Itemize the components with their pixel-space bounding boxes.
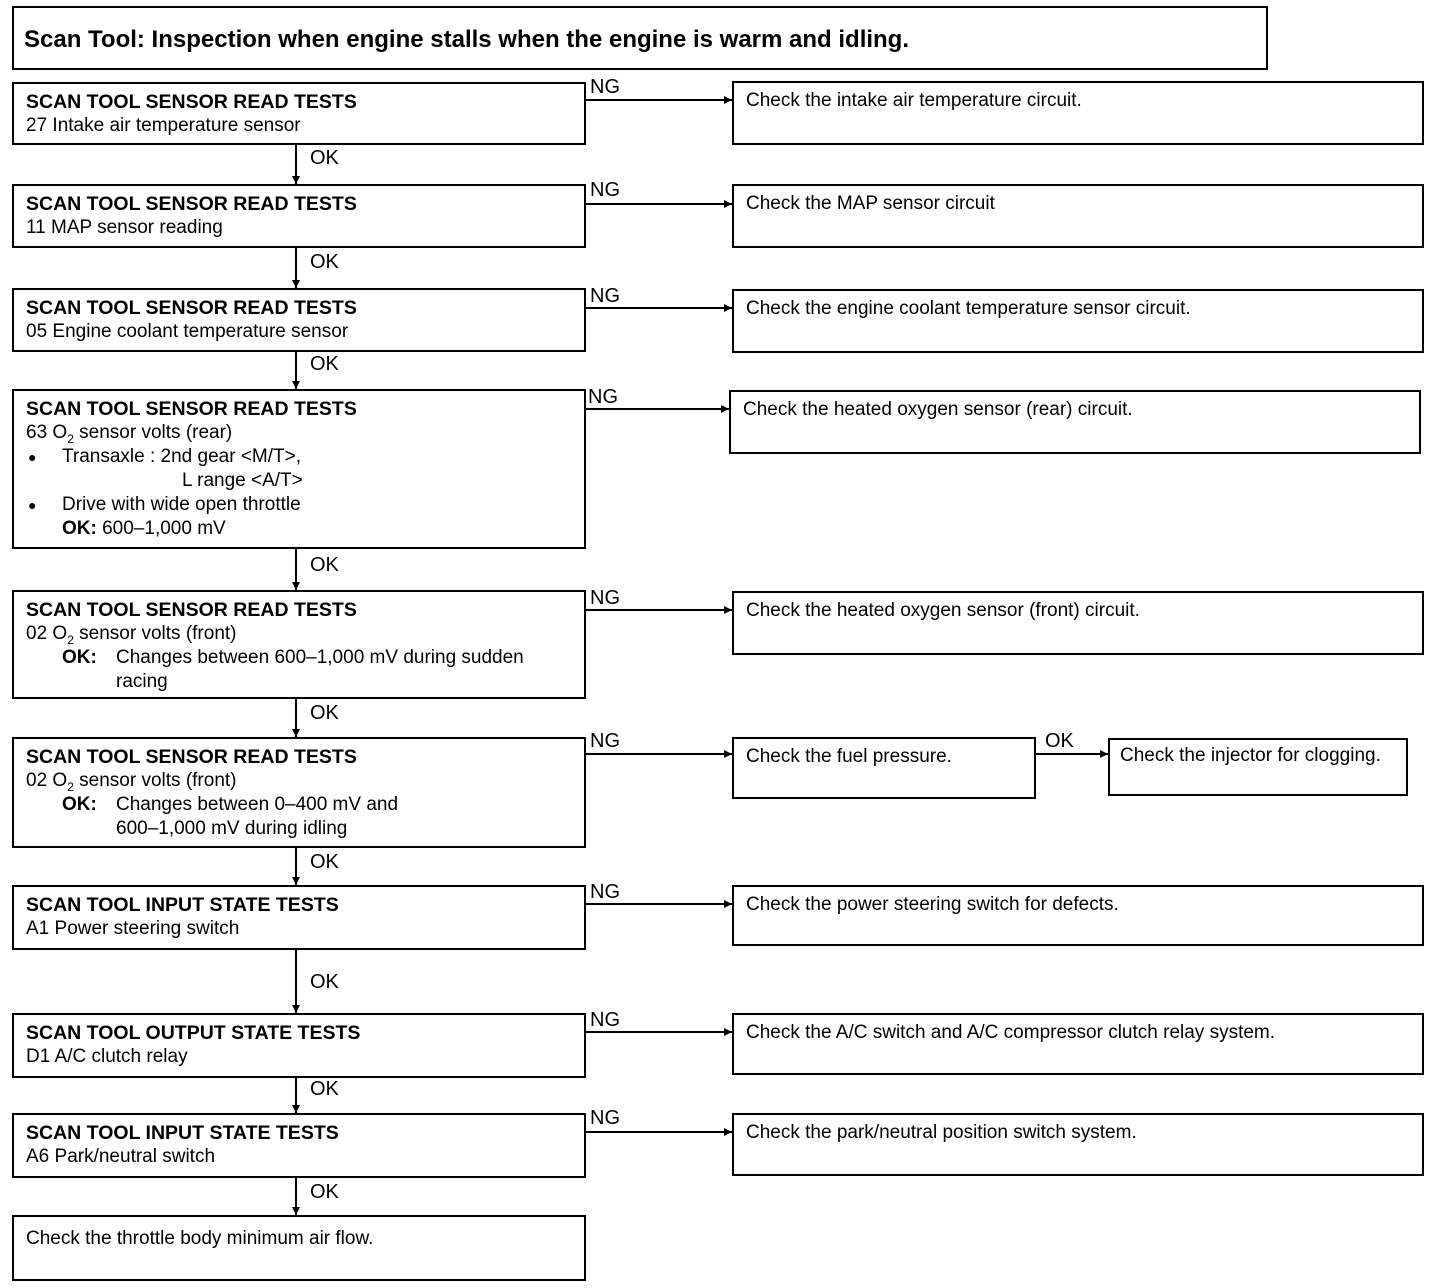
- bullet-item: ● Transaxle : 2nd gear <M/T>,: [26, 445, 584, 469]
- step-heading: SCAN TOOL SENSOR READ TESTS: [26, 599, 357, 621]
- step-box-3: [12, 288, 586, 352]
- ok-label: OK: [310, 1181, 339, 1203]
- ng-label: NG: [590, 285, 620, 307]
- step-box-1: [12, 82, 586, 145]
- ok-label: OK: [310, 851, 339, 873]
- step-heading: SCAN TOOL SENSOR READ TESTS: [26, 91, 357, 113]
- ng-label: NG: [590, 1009, 620, 1031]
- ng-label: NG: [590, 881, 620, 903]
- result-box-9: [732, 1113, 1424, 1176]
- ok-label: OK: [310, 147, 339, 169]
- step-box-7: [12, 885, 586, 950]
- ok-criteria: OK: Changes between 0–400 mV and: [62, 794, 399, 815]
- bullet-item: ● Drive with wide open throttle: [26, 493, 584, 517]
- step-heading: SCAN TOOL SENSOR READ TESTS: [26, 297, 357, 319]
- ng-label: NG: [590, 179, 620, 201]
- result-box-4: [729, 390, 1421, 454]
- ng-label: NG: [590, 76, 620, 98]
- ok-criteria-cont: 600–1,000 mV during idling: [116, 818, 348, 839]
- step-box-6: [12, 737, 586, 848]
- ng-label: NG: [590, 1107, 620, 1129]
- result-box-6: [732, 737, 1036, 799]
- step-item: 05 Engine coolant temperature sensor: [26, 321, 349, 342]
- ok-label: OK: [310, 353, 339, 375]
- step-heading: SCAN TOOL SENSOR READ TESTS: [26, 746, 357, 768]
- result-text: Check the park/neutral position switch system.: [746, 1122, 1137, 1143]
- step-heading: SCAN TOOL INPUT STATE TESTS: [26, 894, 339, 916]
- result-box-5: [732, 591, 1424, 655]
- step-item: 11 MAP sensor reading: [26, 217, 223, 238]
- step-item: 63 $O_2$ sensor volts (rear): [26, 422, 233, 446]
- step-box-9: [12, 1113, 586, 1178]
- step-item: 02 $O_2$ sensor volts (front): [26, 623, 237, 647]
- result-text: Check the heated oxygen sensor (rear) circuit.: [743, 399, 1133, 420]
- result-text: Check the A/C switch and A/C compressor clutch relay system.: [746, 1022, 1276, 1043]
- result-text: Check the fuel pressure.: [746, 746, 952, 767]
- result-box-1: [732, 81, 1424, 145]
- result-text: Check the intake air temperature circuit.: [746, 90, 1082, 111]
- result-text: Check the MAP sensor circuit: [746, 193, 995, 214]
- result-box-2: [732, 184, 1424, 248]
- step-heading: SCAN TOOL SENSOR READ TESTS: [26, 193, 357, 215]
- ok-label: OK: [310, 251, 339, 273]
- ok-label: OK: [310, 971, 339, 993]
- result-text: Check the heated oxygen sensor (front) circuit.: [746, 600, 1140, 621]
- result-text: Check the power steering switch for defects.: [746, 894, 1119, 915]
- ok-label: OK: [1045, 730, 1074, 752]
- result-box-8: [732, 1013, 1424, 1075]
- step-heading: SCAN TOOL OUTPUT STATE TESTS: [26, 1022, 361, 1044]
- final-step-box: [12, 1215, 586, 1281]
- ok-label: OK: [310, 702, 339, 724]
- ok-label: OK: [310, 554, 339, 576]
- step-item: 02 $O_2$ sensor volts (front): [26, 770, 237, 794]
- step-item: A1 Power steering switch: [26, 918, 240, 939]
- final-step-text: Check the throttle body minimum air flow.: [26, 1228, 374, 1249]
- ok-label: OK: [310, 1078, 339, 1100]
- bullet-continuation: L range <A/T>: [182, 470, 303, 491]
- result-box-3: [732, 289, 1424, 353]
- result-box-6b: [1108, 738, 1408, 796]
- step-item: A6 Park/neutral switch: [26, 1146, 216, 1167]
- step-box-2: [12, 184, 586, 248]
- step-item: 27 Intake air temperature sensor: [26, 115, 301, 136]
- result-text: Check the engine coolant temperature sensor circuit.: [746, 298, 1191, 319]
- step-item: D1 A/C clutch relay: [26, 1046, 188, 1067]
- step-heading: SCAN TOOL SENSOR READ TESTS: [26, 398, 357, 420]
- step-heading: SCAN TOOL INPUT STATE TESTS: [26, 1122, 339, 1144]
- result-box-7: [732, 885, 1424, 946]
- ng-label: NG: [590, 730, 620, 752]
- step-box-4: [12, 389, 586, 549]
- ng-label: NG: [588, 386, 618, 408]
- ok-criteria: OK: Changes between 600–1,000 mV during sudden racing: [62, 647, 524, 692]
- step-box-8: [12, 1013, 586, 1078]
- ok-criteria: OK: 600–1,000 mV: [62, 518, 226, 539]
- result-text: Check the injector for clogging.: [1120, 745, 1381, 766]
- diagram-title: Scan Tool: Inspection when engine stalls when the engine is warm and idling.: [12, 6, 1268, 70]
- step-box-5: [12, 590, 586, 699]
- ng-label: NG: [590, 587, 620, 609]
